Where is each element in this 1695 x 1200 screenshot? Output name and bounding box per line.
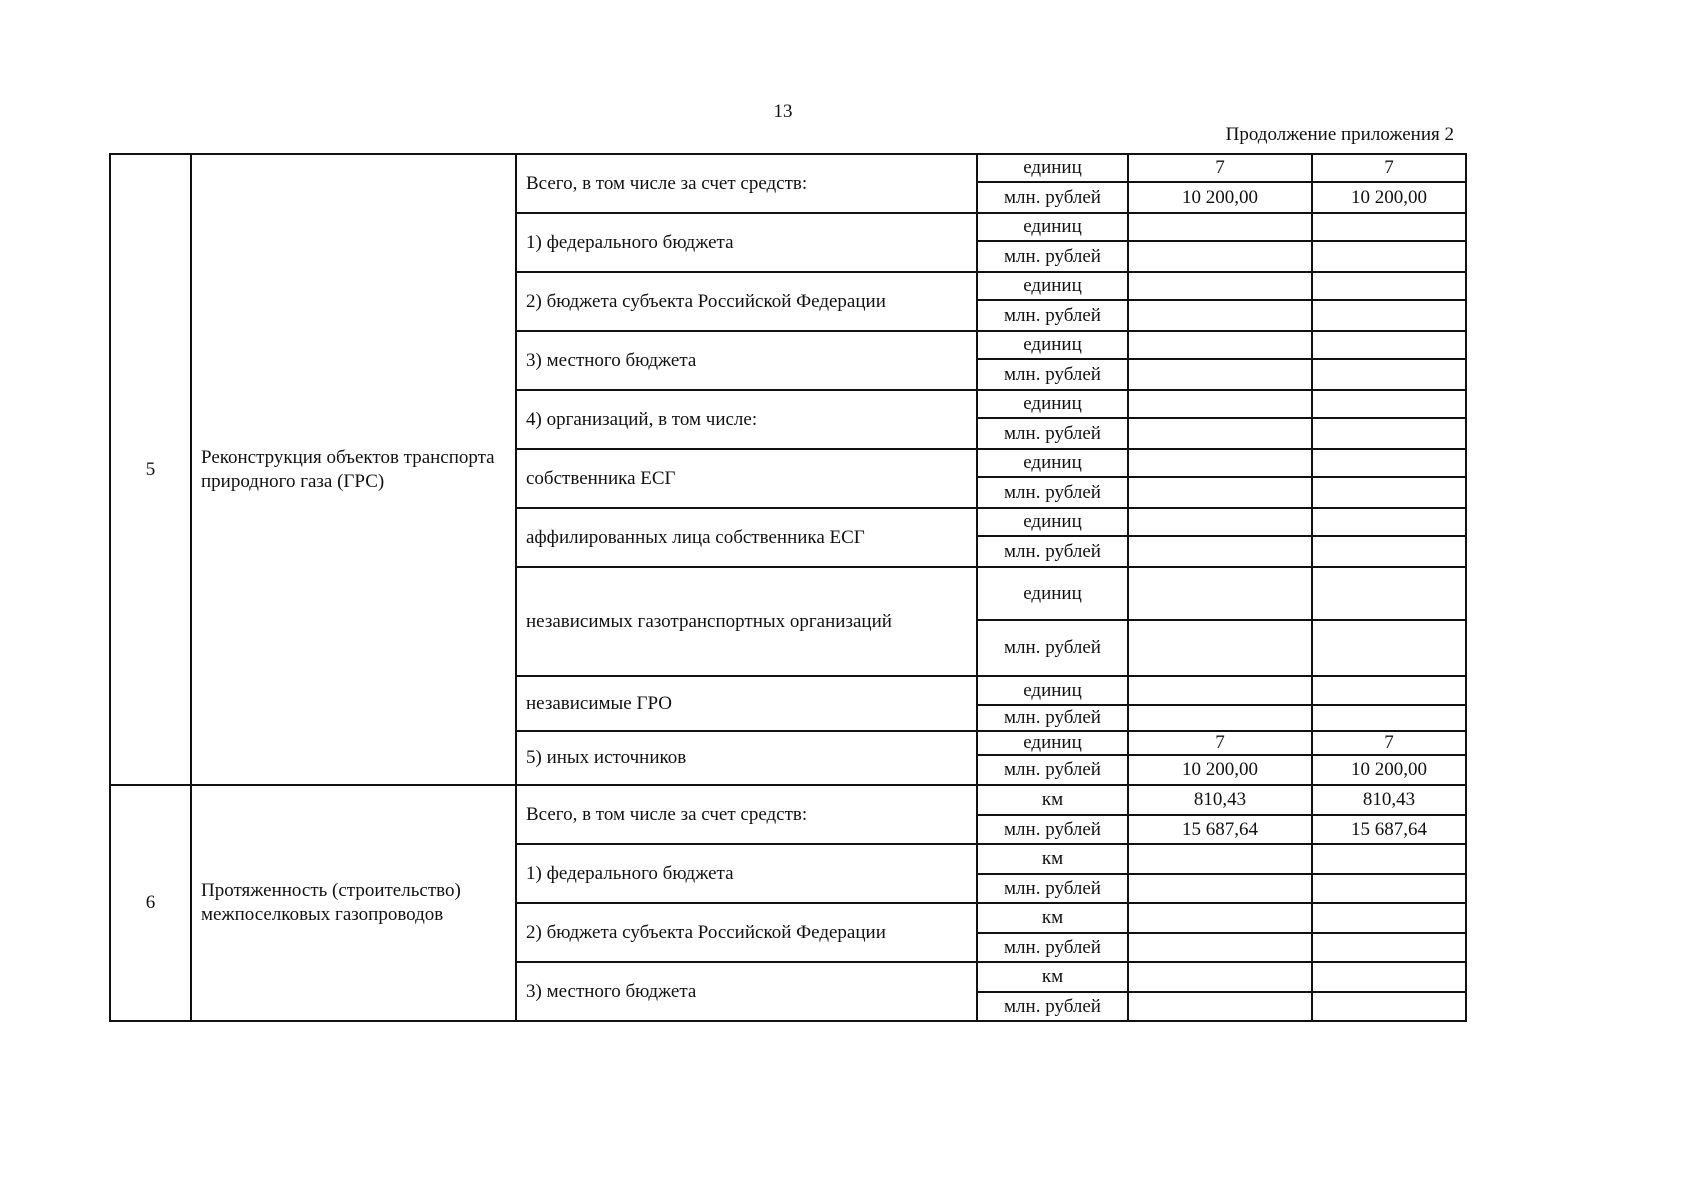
value-cell xyxy=(1128,536,1312,567)
unit-cell: млн. рублей xyxy=(977,992,1128,1021)
unit-cell: км xyxy=(977,844,1128,874)
funding-source: собственника ЕСГ xyxy=(516,449,977,508)
value-cell xyxy=(1128,418,1312,449)
unit-cell: единиц xyxy=(977,508,1128,536)
value-cell xyxy=(1312,620,1466,676)
unit-cell: млн. рублей xyxy=(977,536,1128,567)
value-cell xyxy=(1128,676,1312,705)
section-name: Реконструкция объектов транспорта природного газа (ГРС) xyxy=(191,154,516,785)
value-cell xyxy=(1312,213,1466,241)
funding-source: 2) бюджета субъекта Российской Федерации xyxy=(516,272,977,331)
value-cell xyxy=(1312,359,1466,390)
unit-cell: млн. рублей xyxy=(977,241,1128,272)
value-cell xyxy=(1128,241,1312,272)
value-cell xyxy=(1128,213,1312,241)
unit-cell: км xyxy=(977,962,1128,992)
unit-cell: единиц xyxy=(977,272,1128,300)
unit-cell: млн. рублей xyxy=(977,477,1128,508)
value-cell xyxy=(1312,992,1466,1021)
value-cell: 7 xyxy=(1128,154,1312,182)
funding-source: 3) местного бюджета xyxy=(516,962,977,1021)
unit-cell: единиц xyxy=(977,390,1128,418)
value-cell xyxy=(1128,477,1312,508)
value-cell: 7 xyxy=(1312,731,1466,755)
value-cell xyxy=(1312,844,1466,874)
unit-cell: млн. рублей xyxy=(977,620,1128,676)
funding-source: Всего, в том числе за счет средств: xyxy=(516,785,977,844)
value-cell xyxy=(1312,300,1466,331)
value-cell xyxy=(1312,567,1466,620)
value-cell: 10 200,00 xyxy=(1128,755,1312,785)
value-cell xyxy=(1312,418,1466,449)
unit-cell: млн. рублей xyxy=(977,874,1128,903)
value-cell xyxy=(1312,903,1466,933)
value-cell xyxy=(1312,933,1466,962)
funding-source: независимых газотранспортных организаций xyxy=(516,567,977,676)
value-cell xyxy=(1128,620,1312,676)
value-cell xyxy=(1128,331,1312,359)
value-cell xyxy=(1128,962,1312,992)
value-cell: 810,43 xyxy=(1312,785,1466,815)
value-cell: 15 687,64 xyxy=(1312,815,1466,844)
value-cell xyxy=(1312,536,1466,567)
value-cell xyxy=(1312,241,1466,272)
unit-cell: млн. рублей xyxy=(977,705,1128,731)
appendix-continuation-label: Продолжение приложения 2 xyxy=(1225,124,1454,145)
value-cell xyxy=(1312,508,1466,536)
value-cell xyxy=(1312,272,1466,300)
funding-source: 1) федерального бюджета xyxy=(516,844,977,903)
page-number: 13 xyxy=(773,101,793,122)
value-cell: 7 xyxy=(1128,731,1312,755)
unit-cell: единиц xyxy=(977,676,1128,705)
unit-cell: млн. рублей xyxy=(977,933,1128,962)
unit-cell: единиц xyxy=(977,331,1128,359)
unit-cell: млн. рублей xyxy=(977,182,1128,213)
funding-source: 1) федерального бюджета xyxy=(516,213,977,272)
value-cell xyxy=(1128,933,1312,962)
section-number: 6 xyxy=(110,785,191,1021)
unit-cell: км xyxy=(977,903,1128,933)
value-cell: 10 200,00 xyxy=(1312,755,1466,785)
value-cell xyxy=(1128,300,1312,331)
value-cell xyxy=(1312,874,1466,903)
unit-cell: млн. рублей xyxy=(977,418,1128,449)
section-number: 5 xyxy=(110,154,191,785)
value-cell xyxy=(1312,449,1466,477)
value-cell xyxy=(1128,874,1312,903)
value-cell xyxy=(1128,705,1312,731)
value-cell xyxy=(1128,992,1312,1021)
value-cell xyxy=(1128,508,1312,536)
funding-source: независимые ГРО xyxy=(516,676,977,731)
value-cell xyxy=(1312,962,1466,992)
funding-source: 4) организаций, в том числе: xyxy=(516,390,977,449)
value-cell xyxy=(1312,331,1466,359)
value-cell xyxy=(1128,272,1312,300)
table-row xyxy=(110,785,1466,815)
value-cell: 810,43 xyxy=(1128,785,1312,815)
value-cell xyxy=(1128,449,1312,477)
value-cell xyxy=(1128,567,1312,620)
unit-cell: единиц xyxy=(977,213,1128,241)
unit-cell: единиц xyxy=(977,449,1128,477)
funding-source: 2) бюджета субъекта Российской Федерации xyxy=(516,903,977,962)
value-cell xyxy=(1312,705,1466,731)
unit-cell: единиц xyxy=(977,731,1128,755)
value-cell: 7 xyxy=(1312,154,1466,182)
funding-source: аффилированных лица собственника ЕСГ xyxy=(516,508,977,567)
unit-cell: км xyxy=(977,785,1128,815)
value-cell xyxy=(1312,390,1466,418)
unit-cell: единиц xyxy=(977,567,1128,620)
unit-cell: млн. рублей xyxy=(977,300,1128,331)
unit-cell: млн. рублей xyxy=(977,755,1128,785)
unit-cell: млн. рублей xyxy=(977,815,1128,844)
funding-table-body xyxy=(110,154,1466,1021)
value-cell xyxy=(1128,359,1312,390)
value-cell xyxy=(1128,390,1312,418)
value-cell xyxy=(1128,903,1312,933)
section-name: Протяженность (строительство) межпоселковых газопроводов xyxy=(191,785,516,1021)
funding-source: 5) иных источников xyxy=(516,731,977,785)
value-cell: 15 687,64 xyxy=(1128,815,1312,844)
table-row xyxy=(110,154,1466,182)
value-cell: 10 200,00 xyxy=(1312,182,1466,213)
unit-cell: млн. рублей xyxy=(977,359,1128,390)
funding-source: 3) местного бюджета xyxy=(516,331,977,390)
value-cell: 10 200,00 xyxy=(1128,182,1312,213)
value-cell xyxy=(1312,676,1466,705)
value-cell xyxy=(1128,844,1312,874)
funding-source: Всего, в том числе за счет средств: xyxy=(516,154,977,213)
value-cell xyxy=(1312,477,1466,508)
unit-cell: единиц xyxy=(977,154,1128,182)
funding-table xyxy=(109,153,1467,1022)
